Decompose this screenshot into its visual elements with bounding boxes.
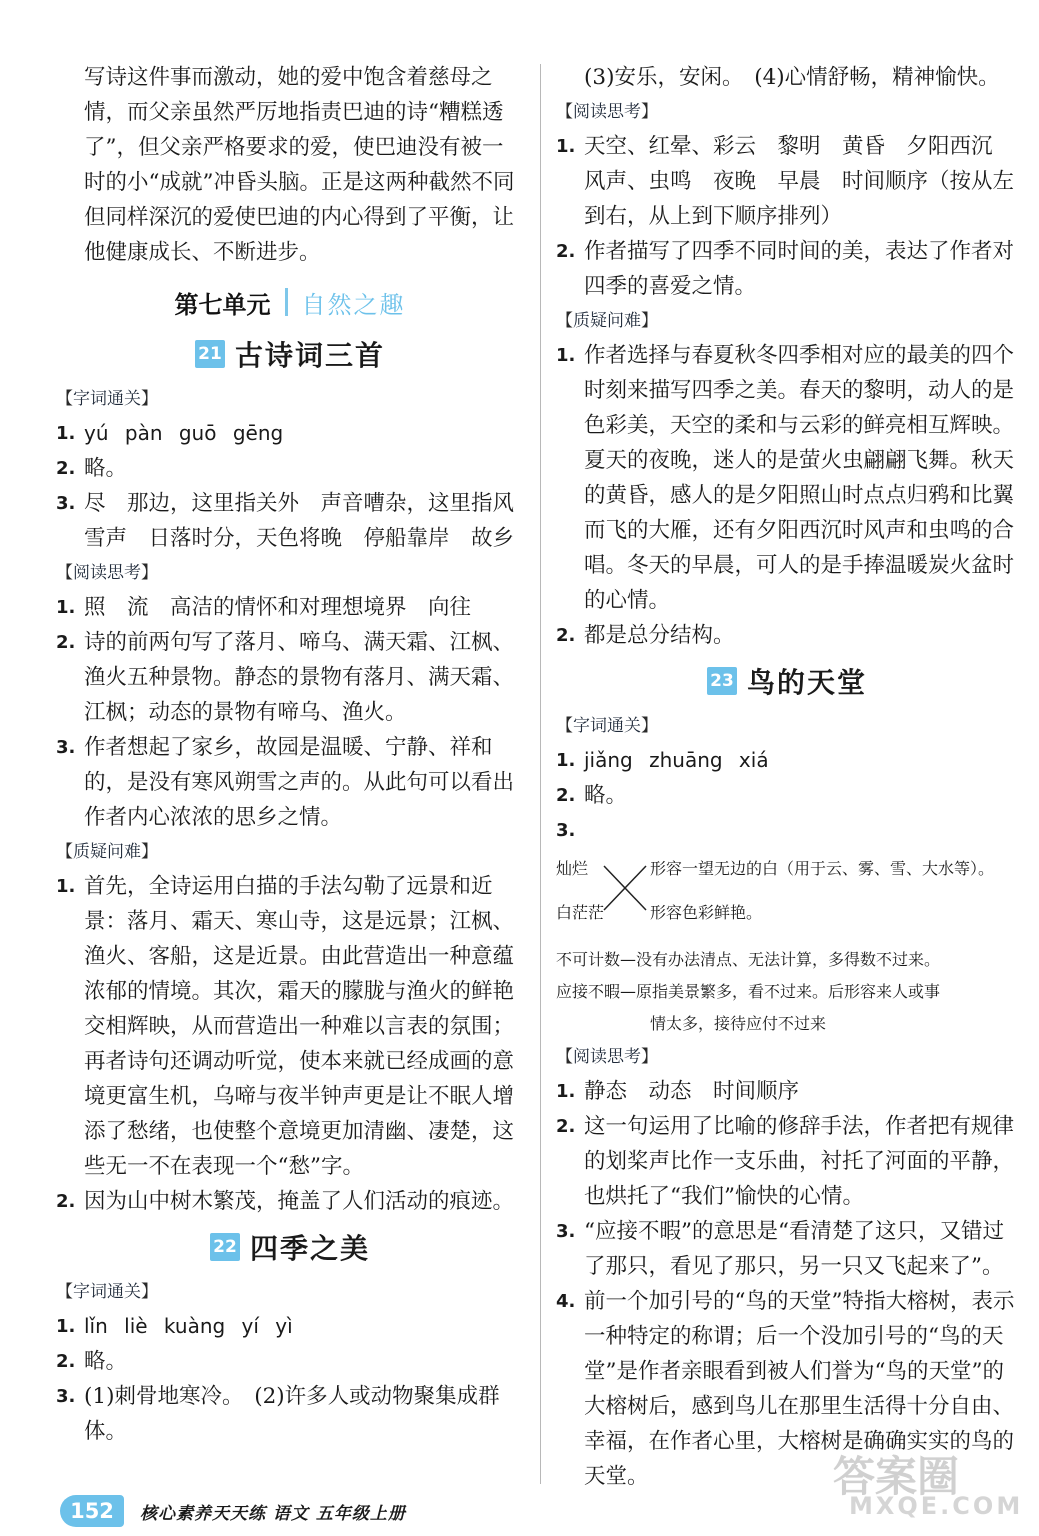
answer-item: 1. 静态 动态 时间顺序 — [556, 1079, 800, 1104]
match-left-word: 白茫茫 — [556, 903, 605, 922]
unit-heading — [56, 278, 524, 326]
lesson-23-heading — [556, 655, 1018, 707]
section-tag: 【字词通关】 — [556, 716, 658, 736]
lesson-number-badge: 23 — [707, 667, 737, 695]
answer-item: 3. — [556, 820, 576, 841]
match-left-word: 灿烂 — [556, 859, 589, 878]
answer-item: 2. 这一句运用了比喻的修辞手法，作者把有规律的划桨声比作一支乐曲，衬托了河面的平静，也烘托了“我们”愉快的心情。 — [556, 1114, 1015, 1209]
answer-item: 2. 略。 — [56, 1349, 128, 1374]
page-footer — [60, 1495, 406, 1527]
unit-separator — [285, 288, 288, 316]
section-tag: 【阅读思考】 — [56, 563, 158, 583]
unit-name: 第七单元 — [174, 290, 271, 319]
answer-item: 2. 作者描写了四季不同时间的美，表达了作者对四季的喜爱之情。 — [556, 239, 1015, 299]
answer-item: 3. “应接不暇”的意思是“看清楚了这只，又错过了那只，看见了那只，另一只又飞起来了”。 — [556, 1219, 1004, 1279]
answer-item: 1. 作者选择与春夏秋冬四季相对应的最美的四个时刻来描写四季之美。春天的黎明，动人的是色彩美，天空的柔和与云彩的鲜亮相互辉映。夏天的夜晚，迷人的是萤火虫翩翩飞舞。秋天的黄昏，感人的是夕阳照山时点点归鸦和比翼而飞的大雁，还有夕阳西沉时风声和虫鸣的合唱。冬天的早晨，可人的是手捧温暖炭火盆时的心情。 — [556, 343, 1015, 613]
lesson-number-badge: 21 — [195, 340, 225, 368]
section-tag: 【字词通关】 — [56, 389, 158, 409]
answer-item: 3. (1)刺骨地寒冷。 (2)许多人或动物聚集成群体。 — [56, 1384, 500, 1444]
answer-item: 2. 略。 — [556, 783, 628, 808]
answer-item: 1. yú pàn guō gēng — [56, 421, 284, 445]
word-matching-diagram — [556, 848, 1018, 944]
section-tag: 【字词通关】 — [56, 1282, 158, 1302]
answer-item: 1. 首先，全诗运用白描的手法勾勒了远景和近景：落月、霜天、寒山寺，这是远景；江枫、渔火、客船，这是近景。由此营造出一种意蕴浓郁的情境。其次，霜天的朦胧与渔火的鲜艳交相辉映，从而营造出一种难以言表的氛围；再者诗句还调动听觉，使本来就已经成画的意境更富生机，乌啼与夜半钟声更是让不眠人增添了愁绪，也使整个意境更加清幽、凄楚，这些无一不在表现一个“愁”字。 — [56, 874, 515, 1179]
cross-lines-icon — [602, 852, 650, 922]
answer-item: 1. 天空、红晕、彩云 黎明 黄昏 夕阳西沉 风声、虫鸣 夜晚 早晨 时间顺序（按从左到右，从上到下顺序排列） — [556, 134, 1015, 229]
answer-item: 1. jiǎng zhuāng xiá — [556, 748, 769, 772]
lesson-22-heading — [56, 1221, 524, 1273]
watermark-logo — [827, 1442, 1024, 1526]
left-column — [56, 60, 524, 1449]
unit-theme: 自然之趣 — [301, 290, 406, 319]
section-tag: 【质疑问难】 — [56, 842, 158, 862]
watermark-url: MXQE.COM — [849, 1492, 1024, 1520]
book-title: 核心素养天天练 语文 五年级上册 — [140, 1503, 406, 1524]
lesson-21-heading — [56, 328, 524, 380]
continuation-line: (3)安乐，安闲。 (4)心情舒畅，精神愉快。 — [584, 65, 1000, 90]
column-divider — [540, 64, 541, 1484]
section-tag: 【阅读思考】 — [556, 1047, 658, 1067]
section-tag: 【质疑问难】 — [556, 311, 658, 331]
lesson-title: 古诗词三首 — [234, 339, 385, 372]
match-right-definition: 形容一望无边的白（用于云、雾、雪、大水等）。 — [650, 859, 995, 878]
right-column — [556, 60, 1018, 1494]
answer-item: 2. 因为山中树木繁茂，掩盖了人们活动的痕迹。 — [56, 1189, 515, 1214]
page-number: 152 — [60, 1495, 124, 1527]
match-right-definition: 形容色彩鲜艳。 — [650, 903, 763, 922]
section-tag: 【阅读思考】 — [556, 102, 658, 122]
answer-item: 2. 都是总分结构。 — [556, 623, 735, 648]
answer-item: 2. 略。 — [56, 456, 128, 481]
word-definition: 应接不暇—原指美景繁多，看不过来。后形容来人或事 — [556, 982, 941, 1001]
answer-item: 2. 诗的前两句写了落月、啼乌、满天霜、江枫、渔火五种景物。静态的景物有落月、满天霜、江枫；动态的景物有啼乌、渔火。 — [56, 630, 515, 725]
prev-lesson-continuation: 写诗这件事而激动，她的爱中饱含着慈母之情，而父亲虽然严厉地指责巴迪的诗“糟糕透了”，但父亲严格要求的爱，使巴迪没有被一时的小“成就”冲昏头脑。正是这两种截然不同但同样深沉的爱使巴迪的内心得到了平衡，让他健康成长、不断进步。 — [84, 65, 515, 265]
answer-item: 1. lǐn liè kuàng yí yì — [56, 1314, 293, 1338]
lesson-title: 四季之美 — [249, 1232, 370, 1265]
answer-item: 3. 尽 那边，这里指关外 声音嘈杂，这里指风雪声 日落时分，天色将晚 停船靠岸 故乡 — [56, 491, 515, 551]
word-definition: 不可计数—没有办法清点、无法计算，多得数不过来。 — [556, 950, 941, 969]
watermark-text: 答案圈 — [833, 1452, 960, 1501]
lesson-title: 鸟的天堂 — [746, 666, 867, 699]
word-definition: 情太多，接待应付不过来 — [650, 1014, 827, 1033]
answer-item: 1. 照 流 高洁的情怀和对理想境界 向往 — [56, 595, 472, 620]
answer-item: 3. 作者想起了家乡，故园是温暖、宁静、祥和的，是没有寒风朔雪之声的。从此句可以看出作者内心浓浓的思乡之情。 — [56, 735, 515, 830]
lesson-number-badge: 22 — [210, 1233, 240, 1261]
answer-item: 4. 前一个加引号的“鸟的天堂”特指大榕树，表示一种特定的称谓；后一个没加引号的“鸟的天堂”是作者亲眼看到被人们誉为“鸟的天堂”的大榕树后，感到鸟儿在那里生活得十分自由、幸福，在作者心里，大榕树是确确实实的鸟的天堂。 — [556, 1289, 1015, 1489]
